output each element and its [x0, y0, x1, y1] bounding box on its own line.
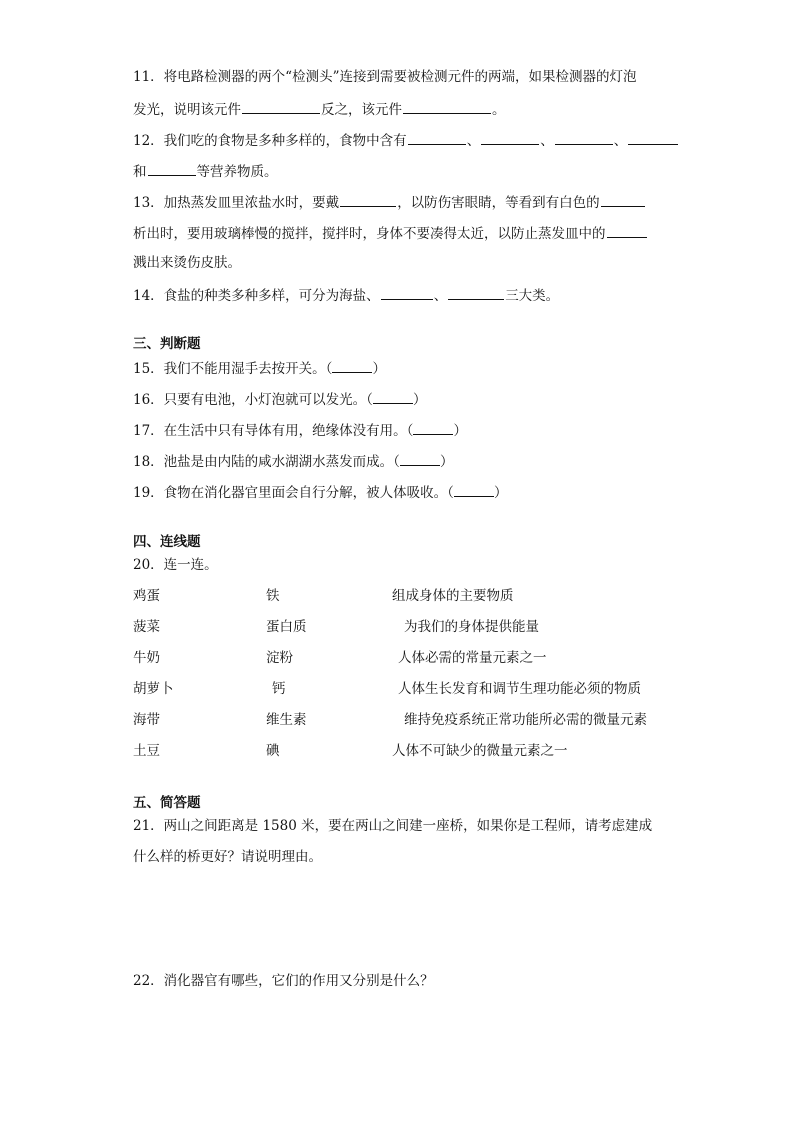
section-title-matching: 四、连线题: [133, 534, 201, 550]
q13-text-2a: 析出时，要用玻璃棒慢的搅拌，搅拌时，身体不要凑得太近，以防止蒸发皿中的: [133, 226, 606, 242]
q13-blank-1[interactable]: [340, 192, 396, 207]
match-nutrient-3[interactable]: 淀粉: [266, 650, 293, 666]
q11-text-2c: 。: [492, 102, 506, 118]
q12-line2: [133, 161, 278, 181]
q13-blank-2[interactable]: [601, 192, 645, 207]
q11-line2: [133, 99, 506, 119]
q14-line: [133, 285, 559, 305]
q12-blank-3[interactable]: [555, 130, 613, 145]
q22-line: 22．消化器官有哪些，它们的作用又分别是什么？: [133, 973, 434, 989]
q14-text-b: 三大类。: [505, 288, 560, 304]
section-title-short-answer: 五、简答题: [133, 795, 201, 811]
q17-paren-close: ）: [453, 423, 467, 439]
match-food-3[interactable]: 牛奶: [133, 650, 160, 666]
q13-line2: [133, 223, 648, 243]
separator: 、: [613, 133, 628, 149]
q11-line1: [133, 68, 636, 86]
match-nutrient-2[interactable]: 蛋白质: [266, 619, 307, 635]
q19-line: [133, 482, 507, 502]
separator: 、: [540, 133, 554, 149]
q12-text-2a: 和: [133, 164, 147, 180]
separator: 、: [433, 288, 448, 304]
q16-paren-close: ）: [412, 392, 427, 408]
q18-text: 18．池盐是由内陆的咸水湖湖水蒸发而成。（: [133, 454, 400, 470]
q14-blank-2[interactable]: [448, 285, 504, 300]
q13-text-3a: 溅出来烫伤皮肤。: [133, 255, 241, 271]
match-food-4[interactable]: 胡萝卜: [133, 681, 174, 697]
q20-prompt: 20．连一连。: [133, 557, 218, 573]
match-food-5[interactable]: 海带: [133, 712, 160, 728]
match-nutrient-6[interactable]: 碘: [266, 743, 280, 759]
q17-answer-blank[interactable]: [413, 420, 453, 435]
q12-line1: [133, 130, 679, 150]
q13-text-1b: ，以防伤害眼睛，等看到有白色的: [397, 195, 600, 211]
q13-line1: [133, 192, 646, 212]
q12-text-2b: 等营养物质。: [196, 164, 278, 180]
q21-line1: 21．两山之间距离是 1580 米，要在两山之间建一座桥，如果你是工程师，请考虑建成: [133, 818, 653, 834]
q19-text: 19．食物在消化器官里面会自行分解，被人体吸收。（: [133, 485, 454, 501]
q17-line: [133, 420, 467, 440]
match-function-3[interactable]: 人体必需的常量元素之一: [398, 650, 547, 666]
q15-line: [133, 358, 386, 378]
q19-paren-close: ）: [493, 485, 508, 501]
match-nutrient-1[interactable]: 铁: [266, 588, 280, 604]
q14-blank-1[interactable]: [381, 285, 433, 300]
q11-text-1: 11．将电路检测器的两个“检测头”连接到需要被检测元件的两端，如果检测器的灯泡: [133, 69, 637, 85]
q15-text: 15．我们不能用湿手去按开关。（: [133, 361, 333, 377]
q12-blank-1[interactable]: [408, 130, 466, 145]
match-food-6[interactable]: 土豆: [133, 743, 160, 759]
match-function-4[interactable]: 人体生长发育和调节生理功能必须的物质: [398, 681, 641, 697]
match-nutrient-5[interactable]: 维生素: [266, 712, 307, 728]
q14-text-a: 14．食盐的种类多种多样，可分为海盐、: [133, 288, 380, 304]
q16-line: [133, 389, 426, 409]
q16-text: 16．只要有电池，小灯泡就可以发光。（: [133, 392, 373, 408]
separator: 、: [466, 133, 481, 149]
match-food-1[interactable]: 鸡蛋: [133, 588, 160, 604]
q11-blank-2[interactable]: [403, 99, 491, 114]
match-function-6[interactable]: 人体不可缺少的微量元素之一: [392, 743, 568, 759]
q11-text-2b: 反之，该元件: [321, 102, 402, 118]
q12-blank-2[interactable]: [481, 130, 539, 145]
q15-paren-close: ）: [372, 361, 386, 377]
section-title-judgement: 三、判断题: [133, 336, 201, 352]
match-nutrient-4[interactable]: 钙: [272, 681, 286, 697]
match-food-2[interactable]: 菠菜: [133, 619, 160, 635]
q11-blank-1[interactable]: [242, 99, 320, 114]
match-function-2[interactable]: 为我们的身体提供能量: [404, 619, 539, 635]
match-function-5[interactable]: 维持免疫系统正常功能所必需的微量元素: [404, 712, 647, 728]
q13-line3: [133, 254, 241, 272]
q15-answer-blank[interactable]: [332, 358, 372, 373]
q13-blank-3[interactable]: [607, 223, 647, 238]
q17-text: 17．在生活中只有导体有用，绝缘体没有用。（: [133, 423, 414, 439]
q19-answer-blank[interactable]: [454, 482, 494, 497]
q16-answer-blank[interactable]: [373, 389, 413, 404]
q13-text-1a: 13．加热蒸发皿里浓盐水时，要戴: [133, 195, 340, 211]
q12-text-1: 12．我们吃的食物是多种多样的，食物中含有: [133, 133, 407, 149]
q21-line2: 什么样的桥更好？请说明理由。: [133, 849, 322, 865]
q18-line: [133, 451, 453, 471]
q18-paren-close: ）: [439, 454, 454, 470]
q18-answer-blank[interactable]: [400, 451, 440, 466]
q12-blank-4[interactable]: [628, 130, 678, 145]
q12-blank-5[interactable]: [148, 161, 196, 176]
match-function-1[interactable]: 组成身体的主要物质: [392, 588, 514, 604]
q11-text-2a: 发光，说明该元件: [133, 102, 241, 118]
